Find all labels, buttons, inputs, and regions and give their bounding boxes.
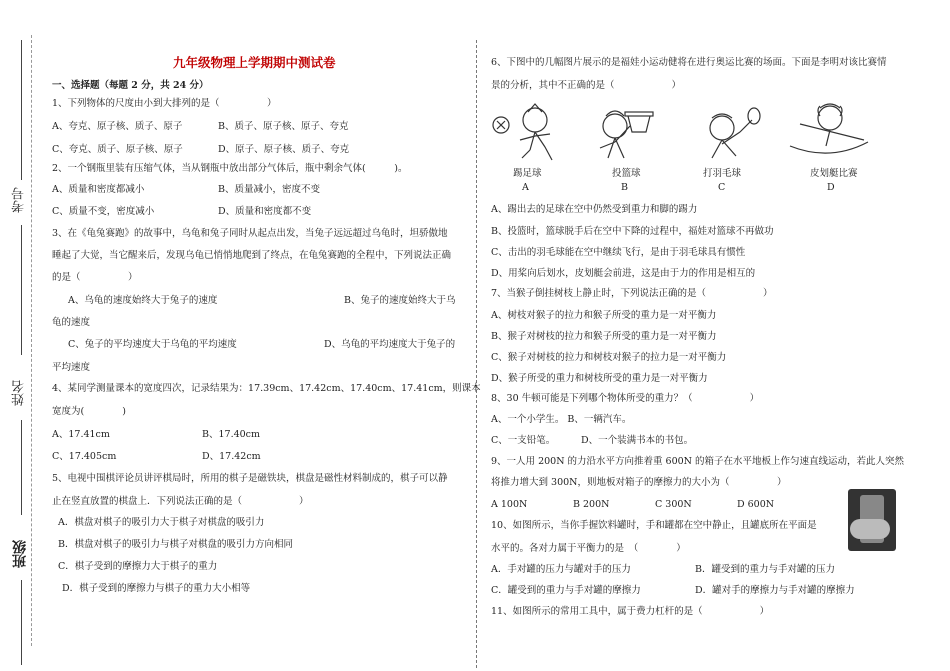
question-11: 11、如图所示的常用工具中，属于费力杠杆的是（ ） — [491, 606, 770, 617]
option: A 100N — [491, 499, 528, 510]
option: D、原子、原子核、质子、夸克 — [218, 144, 350, 155]
margin-line — [21, 40, 22, 180]
option: C、击出的羽毛球能在空中继续飞行，是由于羽毛球具有惯性 — [491, 247, 746, 258]
option: D、17.42cm — [202, 451, 261, 462]
question-10-cont: 水平的。各对力属于平衡力的是 （ ） — [491, 543, 686, 554]
option: C、夸克、质子、原子核、原子 — [52, 144, 183, 155]
column-divider — [476, 40, 477, 668]
option: C、一支铅笔。 — [491, 435, 556, 446]
option: D、猴子所受的重力和树枝所受的重力是一对平衡力 — [491, 373, 708, 384]
option-cont: 龟的速度 — [52, 317, 91, 328]
figure-caption: 打羽毛球 — [703, 168, 742, 179]
question-3: 3、在《龟兔赛跑》的故事中，乌龟和兔子同时从起点出发，当兔子远远超过乌龟时，坦骄傲地 — [52, 228, 448, 239]
question-7: 7、当猴子倒挂树枝上静止时，下列说法正确的是（ ） — [491, 288, 773, 299]
option: B、投篮时，篮球脱手后在空中下降的过程中，福娃对篮球不再做功 — [491, 226, 774, 237]
question-9: 9、一人用 200N 的力沿水平方向推着重 600N 的箱子在水平地板上作匀速直线运动，若此人突然 — [491, 456, 905, 467]
question-2: 2、一个钢瓶里装有压缩气体，当从钢瓶中放出部分气体后，瓶中剩余气体( )。 — [52, 163, 408, 174]
option: C、质量不变，密度减小 — [52, 206, 155, 217]
figure-letter: D — [827, 182, 835, 193]
option: A、一个小学生。 B、一辆汽车。 — [491, 414, 632, 425]
figure-caption: 踢足球 — [513, 168, 542, 179]
option: A、质量和密度都减小 — [52, 184, 145, 195]
option: B、17.40cm — [202, 429, 261, 440]
question-5-cont: 止在竖直放置的棋盘上．下列说法正确的是（ ） — [52, 496, 309, 507]
drink-can-photo — [848, 489, 896, 551]
option: B．棋盘对棋子的吸引力与棋子对棋盘的吸引力方向相同 — [58, 539, 293, 550]
option: B、质子、原子核、原子、夸克 — [218, 121, 349, 132]
option: D、一个装满书本的书包。 — [581, 435, 694, 446]
option: A、踢出去的足球在空中仍然受到重力和脚的踢力 — [491, 204, 698, 215]
option-cont: 平均速度 — [52, 362, 91, 373]
option: A．手对罐的压力与罐对手的压力 — [491, 564, 631, 575]
option: D 600N — [737, 499, 775, 510]
option: D．棋子受到的摩擦力与棋子的重力大小相等 — [62, 583, 251, 594]
option: D．罐对手的摩擦力与手对罐的摩擦力 — [695, 585, 855, 596]
option: D、质量和密度都不变 — [218, 206, 312, 217]
page-title: 九年级物理上学期期中测试卷 — [173, 55, 336, 70]
option: C、猴子对树枝的拉力和树枝对猴子的拉力是一对平衡力 — [491, 352, 727, 363]
option: A、树枝对猴子的拉力和猴子所受的重力是一对平衡力 — [491, 310, 717, 321]
question-5: 5、电视中围棋评论员讲评棋局时，所用的棋子是磁铁块，棋盘是磁性材料制成的，棋子可以静 — [52, 473, 448, 484]
option: B、兔子的速度始终大于乌 — [344, 295, 456, 306]
option: C．棋子受到的摩擦力大于棋子的重力 — [58, 561, 218, 572]
figure-letter: C — [718, 182, 726, 193]
option: D、用桨向后划水，皮划艇会前进，这是由于力的作用是相互的 — [491, 268, 756, 279]
cut-line — [31, 35, 32, 646]
question-8: 8、30 牛顿可能是下列哪个物体所受的重力？（ ） — [491, 393, 760, 404]
question-4-cont: 宽度为( ) — [52, 406, 126, 417]
option: C、兔子的平均速度大于乌龟的平均速度 — [68, 339, 237, 350]
question-3-cont: 的是（ ） — [52, 272, 138, 283]
name-label: 姓名 — [12, 380, 27, 406]
option: A、乌龟的速度始终大于兔子的速度 — [68, 295, 218, 306]
section-heading: 一、选择题（每题 2 分，共 24 分） — [52, 80, 209, 91]
option: D、乌龟的平均速度大于兔子的 — [324, 339, 456, 350]
binding-margin — [0, 0, 48, 671]
option: A．棋盘对棋子的吸引力大于棋子对棋盘的吸引力 — [58, 517, 265, 528]
question-9-cont: 将推力增大到 300N，则地板对箱子的摩擦力的大小为（ ） — [491, 477, 787, 488]
class-label: 班级 — [12, 540, 28, 568]
mascot-sports-illustration — [490, 102, 870, 170]
figure-caption: 投篮球 — [612, 168, 641, 179]
question-6-cont: 景的分析，其中不正确的是（ ） — [491, 80, 682, 91]
question-3-cont: 睡起了大觉，当它醒来后，发现乌龟已悄悄地爬到了终点，在龟兔赛跑的全程中，下列说法正确 — [52, 250, 452, 261]
option: A、夸克、原子核、质子、原子 — [52, 121, 183, 132]
option: C．罐受到的重力与手对罐的摩擦力 — [491, 585, 641, 596]
hand-shape — [850, 519, 890, 539]
option: C、17.405cm — [52, 451, 117, 462]
margin-line — [21, 420, 22, 515]
question-1: 1、下列物体的尺度由小到大排列的是（ ） — [52, 98, 277, 109]
option: A、17.41cm — [52, 429, 110, 440]
figure-letter: B — [621, 182, 628, 193]
question-4: 4、某同学测量课本的宽度四次，记录结果为：17.39cm、17.42cm、17.40cm、17.41cm，则课本 — [52, 383, 481, 394]
exam-number-label: 考号 — [12, 187, 27, 213]
question-10: 10、如图所示，当你手握饮料罐时，手和罐都在空中静止，且罐底所在平面是 — [491, 520, 817, 531]
figure-caption: 皮划艇比赛 — [810, 168, 858, 179]
option: B 200N — [573, 499, 610, 510]
option: B、质量减小，密度不变 — [218, 184, 320, 195]
option: B、猴子对树枝的拉力和猴子所受的重力是一对平衡力 — [491, 331, 717, 342]
option: B．罐受到的重力与手对罐的压力 — [695, 564, 835, 575]
question-6: 6、下图中的几幅图片展示的是福娃小运动健将在进行奥运比赛的场面。下面是李明对该比赛情 — [491, 57, 887, 68]
margin-line — [21, 225, 22, 355]
margin-line — [21, 580, 22, 665]
figure-letter: A — [522, 182, 529, 193]
option: C 300N — [655, 499, 692, 510]
